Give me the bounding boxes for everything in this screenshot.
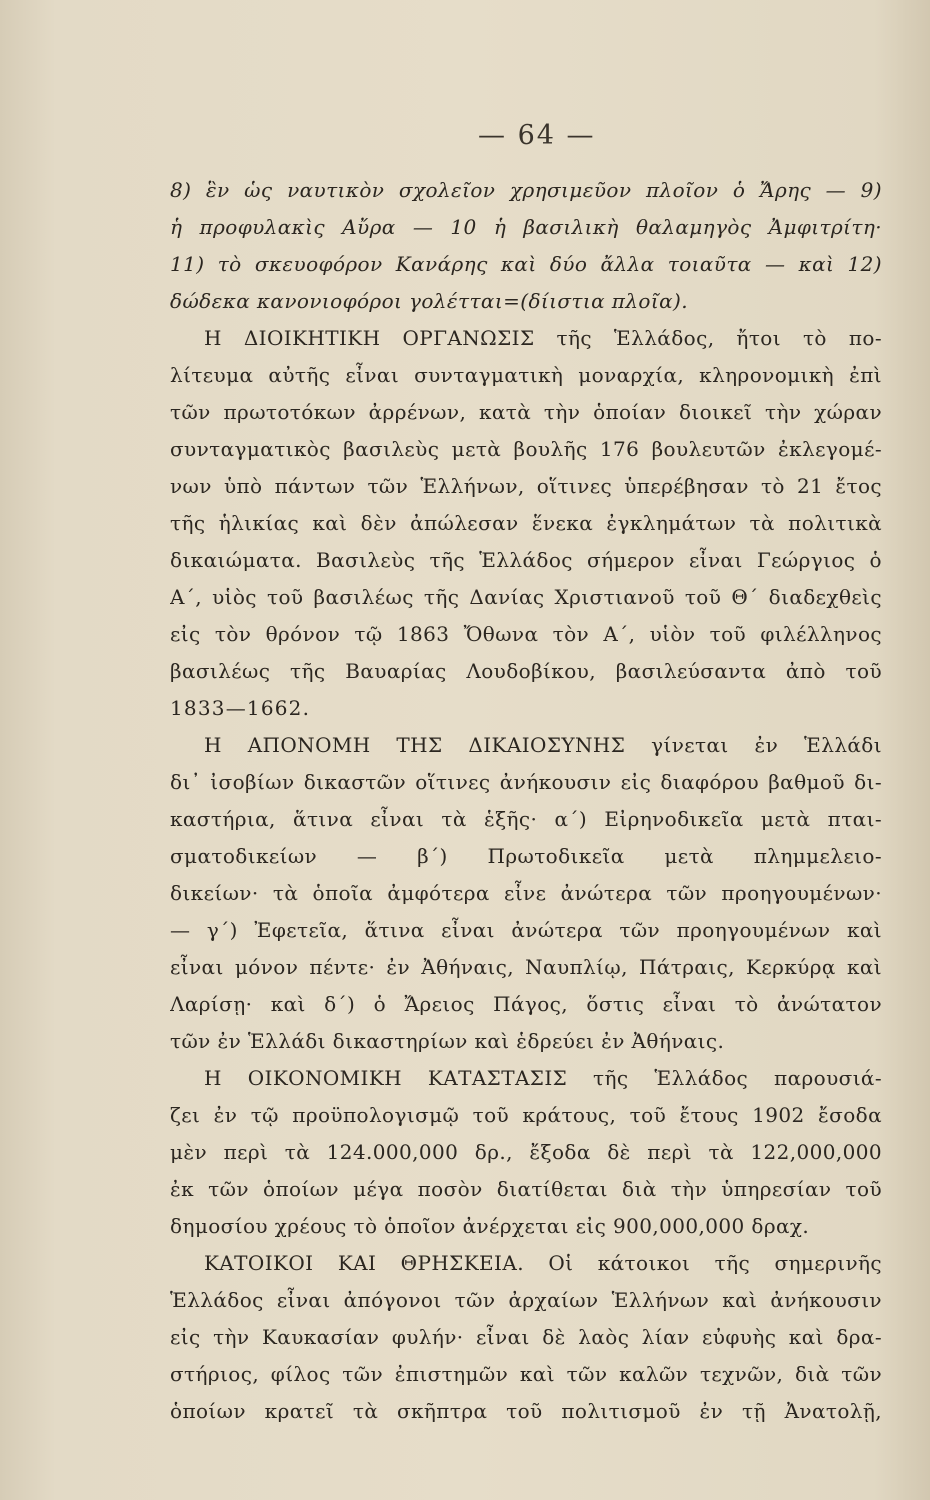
text-line: τῶν πρωτοτόκων ἀρρένων, κατὰ τὴν ὁποίαν διοικεῖ τὴν χώραν — [170, 400, 882, 424]
text-line: εἰς τὸν θρόνον τῷ 1863 Ὄθωνα τὸν Α΄, υἱὸν τοῦ φιλέλληνος — [170, 622, 882, 646]
text-line: εἰς τὴν Καυκασίαν φυλήν· εἶναι δὲ λαὸς λίαν εὐφυὴς καὶ δρα- — [170, 1325, 882, 1349]
text-line: Α΄, υἱὸς τοῦ βασιλέως τῆς Δανίας Χριστιανοῦ τοῦ Θ΄ διαδεχθεὶς — [170, 585, 882, 609]
text-line: συνταγματικὸς βασιλεὺς μετὰ βουλῆς 176 βουλευτῶν ἐκλεγομέ- — [170, 437, 882, 461]
section-heading-inhabitants: ΚΑΤΟΙΚΟΙ ΚΑΙ ΘΡΗΣΚΕΙΑ. Οἱ κάτοικοι τῆς σημερινῆς — [204, 1251, 882, 1275]
text-line: 1833—1662. — [170, 696, 311, 720]
text-line: λίτευμα αὐτῆς εἶναι συνταγματικὴ μοναρχία, κληρονομικὴ ἐπὶ — [170, 363, 882, 387]
text-line: δικείων· τὰ ὁποῖα ἀμφότερα εἶνε ἀνώτερα τῶν προηγουμένων· — [170, 881, 882, 905]
text-line: δικαιώματα. Βασιλεὺς τῆς Ἑλλάδος σήμερον εἶναι Γεώργιος ὁ — [170, 548, 882, 572]
text-line: τῶν ἐν Ἑλλάδι δικαστηρίων καὶ ἑδρεύει ἐν Ἀθήναις. — [170, 1029, 725, 1053]
text-line: 11) τὸ σκευοφόρον Κανάρης καὶ δύο ἄλλα τοιαῦτα — καὶ 12) — [170, 252, 882, 276]
section-heading-administration: Η ΔΙΟΙΚΗΤΙΚΗ ΟΡΓΑΝΩΣΙΣ τῆς Ἑλλάδος, ἤτοι τὸ πο- — [204, 326, 882, 350]
text-line: καστήρια, ἅτινα εἶναι τὰ ἑξῆς· α΄) Εἰρηνοδικεῖα μετὰ πται- — [170, 807, 882, 831]
section-heading-economy: Η ΟΙΚΟΝΟΜΙΚΗ ΚΑΤΑΣΤΑΣΙΣ τῆς Ἑλλάδος παρουσιά- — [204, 1066, 882, 1090]
text-line: σματοδικείων — β΄) Πρωτοδικεῖα μετὰ πλημμελειο- — [170, 844, 882, 868]
text-line: τῆς ἡλικίας καὶ δὲν ἀπώλεσαν ἕνεκα ἐγκλημάτων τὰ πολιτικὰ — [170, 511, 882, 535]
text-line: Λαρίσῃ· καὶ δ΄) ὁ Ἄρειος Πάγος, ὅστις εἶναι τὸ ἀνώτατον — [170, 992, 882, 1016]
text-line: νων ὑπὸ πάντων τῶν Ἑλλήνων, οἵτινες ὑπερέβησαν τὸ 21 ἔτος — [170, 474, 882, 498]
text-line: μὲν περὶ τὰ 124.000,000 δρ., ἔξοδα δὲ περὶ τὰ 122,000,000 — [170, 1140, 882, 1164]
page-number: — 64 — — [478, 120, 596, 151]
body-text — [170, 172, 882, 1430]
text-line: ὁποίων κρατεῖ τὰ σκῆπτρα τοῦ πολιτισμοῦ ἐν τῇ Ἀνατολῇ, — [170, 1399, 882, 1423]
text-line: δι᾽ ἰσοβίων δικαστῶν οἵτινες ἀνήκουσιν εἰς διαφόρου βαθμοῦ δι- — [170, 770, 882, 794]
text-line: εἶναι μόνον πέντε· ἐν Ἀθήναις, Ναυπλίῳ, Πάτραις, Κερκύρᾳ καὶ — [170, 955, 882, 979]
text-line: 8) ἓν ὡς ναυτικὸν σχολεῖον χρησιμεῦον πλοῖον ὁ Ἄρης — 9) — [170, 178, 882, 202]
text-line: δημοσίου χρέους τὸ ὁποῖον ἀνέρχεται εἰς 900,000,000 δραχ. — [170, 1214, 810, 1238]
text-line: ἐκ τῶν ὁποίων μέγα ποσὸν διατίθεται διὰ τὴν ὑπηρεσίαν τοῦ — [170, 1177, 882, 1201]
text-line: δώδεκα κανονιοφόροι γολέτται=(δίιστια πλοῖα). — [170, 289, 688, 313]
text-line: στήριος, φίλος τῶν ἐπιστημῶν καὶ τῶν καλῶν τεχνῶν, διὰ τῶν — [170, 1362, 882, 1386]
text-line: — γ΄) Ἐφετεῖα, ἅτινα εἶναι ἀνώτερα τῶν προηγουμένων καὶ — [170, 918, 882, 942]
text-line: ζει ἐν τῷ προϋπολογισμῷ τοῦ κράτους, τοῦ ἔτους 1902 ἔσοδα — [170, 1103, 882, 1127]
section-heading-justice: Η ΑΠΟΝΟΜΗ ΤΗΣ ΔΙΚΑΙΟΣΥΝΗΣ γίνεται ἐν Ἑλλάδι — [204, 733, 882, 757]
text-line: ἡ προφυλακὶς Αὔρα — 10 ἡ βασιλικὴ θαλαμηγὸς Ἀμφιτρίτη· — [170, 215, 882, 239]
text-line: Ἑλλάδος εἶναι ἀπόγονοι τῶν ἀρχαίων Ἑλλήνων καὶ ἀνήκουσιν — [170, 1288, 882, 1312]
text-line: βασιλέως τῆς Βαυαρίας Λουδοβίκου, βασιλεύσαντα ἀπὸ τοῦ — [170, 659, 882, 683]
